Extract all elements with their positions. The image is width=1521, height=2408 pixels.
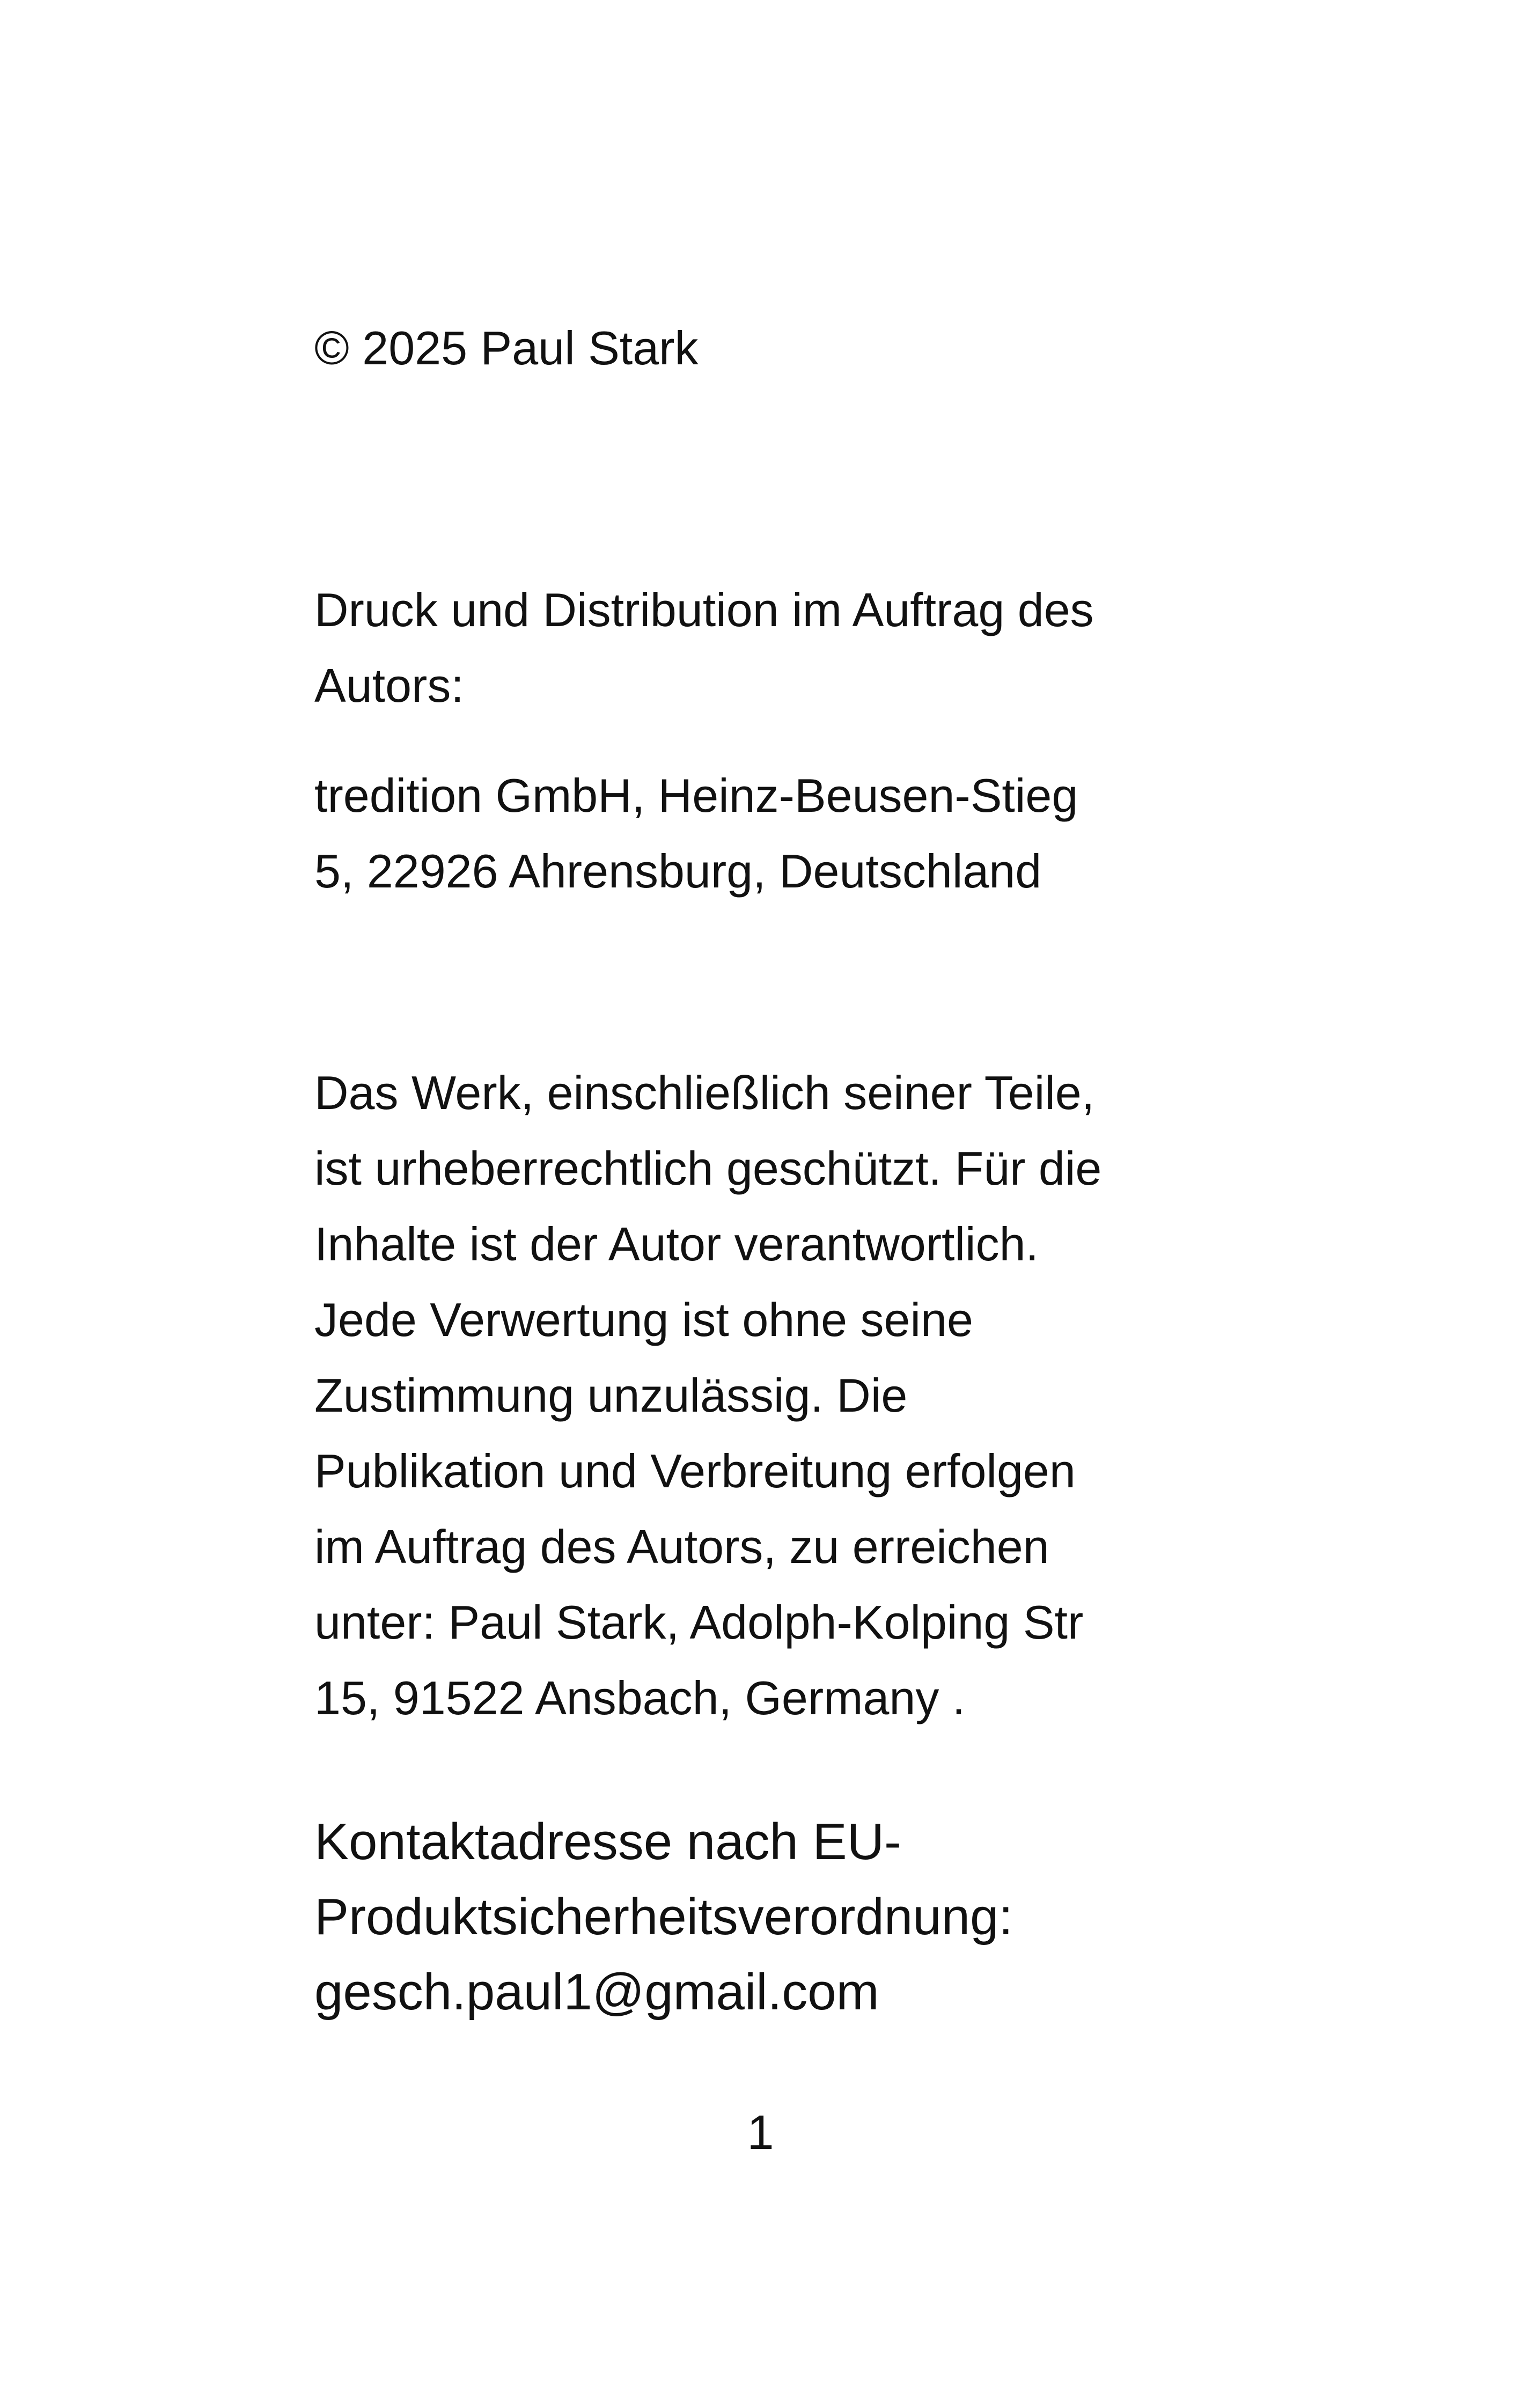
rights-line: Inhalte ist der Autor verantwortlich. <box>314 1217 1039 1271</box>
page-number: 1 <box>747 2106 774 2160</box>
rights-line: Das Werk, einschließlich seiner Teile, <box>314 1066 1095 1119</box>
copyright-text: © 2025 Paul Stark <box>314 321 699 375</box>
contact-email: gesch.paul1@gmail.com <box>314 1963 879 2021</box>
printing-line: Autors: <box>314 659 464 712</box>
rights-line: ist urheberrechtlich geschützt. Für die <box>314 1142 1102 1195</box>
publisher-address <box>314 758 1237 909</box>
address-line: 5, 22926 Ahrensburg, Deutschland <box>314 845 1042 898</box>
rights-line: unter: Paul Stark, Adolph-Kolping Str <box>314 1596 1084 1649</box>
eu-contact-address <box>314 1804 1237 2030</box>
printing-line: Druck und Distribution im Auftrag des <box>314 583 1094 636</box>
rights-line: 15, 91522 Ansbach, Germany . <box>314 1671 966 1724</box>
rights-line: Zustimmung unzulässig. Die <box>314 1369 908 1422</box>
address-line: tredition GmbH, Heinz-Beusen-Stieg <box>314 769 1078 822</box>
printing-distribution-note <box>314 572 1237 723</box>
contact-line: Kontaktadresse nach EU- <box>314 1813 901 1870</box>
rights-line: Publikation und Verbreitung erfolgen <box>314 1444 1076 1497</box>
rights-line: Jede Verwertung ist ohne seine <box>314 1293 973 1346</box>
copyright-notice <box>314 310 1237 386</box>
copyright-rights-paragraph <box>314 1055 1237 1736</box>
rights-line: im Auftrag des Autors, zu erreichen <box>314 1520 1049 1573</box>
contact-line: Produktsicherheitsverordnung: <box>314 1888 1013 1946</box>
